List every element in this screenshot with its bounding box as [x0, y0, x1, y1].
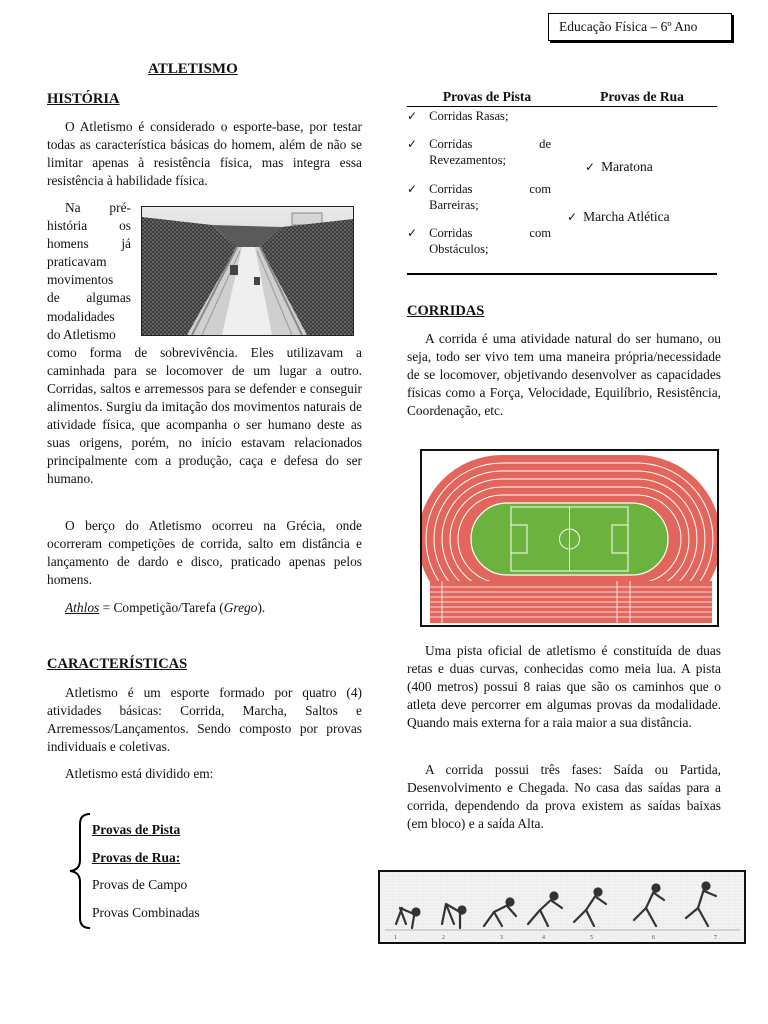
sprint-number: 1	[394, 935, 397, 941]
check-icon: ✓	[567, 210, 578, 224]
division-item: Provas de Rua:	[92, 849, 181, 865]
pista-item: ✓ Corridas com Barreiras;	[407, 182, 559, 226]
wrap-line: Na pré-	[65, 200, 131, 215]
curly-brace-icon	[64, 812, 94, 930]
corridas-paragraph-1: A corrida é uma atividade natural do ser humano, ou seja, todo ser vivo tem uma maneira própria/necessidade de se locomover, objetivando desenvolver as capacidades físicas como a Força, Velocidade, Equilíbrio, Resistência, Coordenação, etc.	[407, 331, 721, 418]
wrap-line: homens já	[47, 236, 131, 252]
stadium-photo	[141, 206, 354, 336]
athlos-language: Grego	[223, 600, 258, 615]
historia-heading-text: HISTÓRIA	[47, 91, 120, 107]
col-header-rua: Provas de Rua	[600, 89, 684, 104]
sprint-number: 2	[442, 935, 445, 941]
rua-list	[559, 107, 717, 270]
wrap-line: do Atletismo	[47, 326, 116, 342]
historia-wrap-lines	[47, 199, 131, 344]
rua-item: ✓ Marcha Atlética	[567, 209, 670, 224]
provas-table-header	[407, 87, 717, 107]
divisions-list	[92, 816, 200, 926]
provas-table	[407, 87, 717, 270]
wrap-line: de algumas	[47, 290, 131, 306]
wrap-line: praticavam	[47, 254, 107, 270]
wrap-line: história os	[47, 218, 131, 234]
check-icon: ✓	[407, 137, 418, 151]
historia-paragraph-2: como forma de sobrevivência. Eles utilizavam a caminhada para se locomover de um lugar a outro. Corridas, saltos e arremessos para se defender e conseguir alimentos. Surgiu da imitação dos movimentos naturais de atividade física, que acompanha o ser humano deste as suas origens, porém, no início estavam relacionados principalmente com a produção, caça e defesa do ser humano.	[47, 345, 362, 486]
table-bottom-rule	[407, 273, 717, 275]
caracteristicas-paragraph-2: Atletismo está dividido em:	[65, 766, 214, 781]
division-item: Provas Combinadas	[92, 904, 200, 920]
historia-heading	[47, 91, 120, 108]
corridas-paragraph-3: A corrida possui três fases: Saída ou Partida, Desenvolvimento e Chegada. No casa das saídas para a corrida, dependendo da prova existem as saídas baixas (em bloco) e a saída Alta.	[407, 762, 721, 831]
pista-item: ✓ Corridas de Revezamentos;	[407, 137, 559, 182]
sprint-start-sequence-image	[378, 870, 746, 944]
provas-table-body	[407, 107, 717, 270]
historia-paragraph-1: O Atletismo é considerado o esporte-base, por testar todas as característica básicas do homem, além de não se limitar apenas à resistência física, mas integra essa resistência à habilidade física.	[47, 119, 362, 188]
historia-paragraph-3: O berço do Atletismo ocorreu na Grécia, onde ocorreram competições de corrida, salto em distância e lançamento de dardo e disco, praticado apenas pelos homens.	[47, 518, 362, 587]
sprint-sequence-illustration	[380, 872, 744, 942]
pista-list	[407, 107, 559, 270]
sprint-number: 4	[542, 935, 545, 941]
wrap-line: movimentos	[47, 272, 114, 288]
corridas-paragraph-2: Uma pista oficial de atletismo é constituída de duas retas e duas curvas, conhecidas como meia lua. A pista (400 metros) possui 8 raias que são os caminhos que o atleta deve percorrer em algumas provas da modalidade. Quando mais externa for a raia maior a sua distância.	[407, 643, 721, 730]
caracteristicas-paragraph-1: Atletismo é um esporte formado por quatro (4) atividades básicas: Corrida, Marcha, Saltos e Arremessos/Lançamentos. Sendo composto por provas individuais e coletivas.	[47, 685, 362, 754]
track-image	[420, 449, 719, 627]
col-header-pista: Provas de Pista	[442, 89, 532, 104]
athlos-meaning: = Competição/Tarefa (	[99, 600, 224, 615]
sprint-number: 7	[714, 935, 717, 941]
stadium-photo-illustration	[142, 207, 353, 335]
sprint-number: 5	[590, 935, 593, 941]
athlos-definition	[65, 599, 365, 617]
sprint-number: 6	[652, 935, 655, 941]
check-icon: ✓	[407, 182, 418, 196]
rua-item: ✓ Maratona	[585, 159, 653, 174]
check-icon: ✓	[407, 109, 418, 123]
main-title-text: ATLETISMO	[148, 61, 238, 77]
athlos-end: ).	[257, 600, 266, 615]
division-item: Provas de Campo	[92, 877, 188, 892]
pista-item: ✓ Corridas Rasas;	[407, 107, 559, 137]
caracteristicas-heading-text: CARACTERÍSTICAS	[47, 656, 188, 672]
header-grade-box	[548, 13, 732, 41]
corridas-heading-text: CORRIDAS	[407, 303, 485, 319]
corridas-heading	[407, 303, 484, 320]
track-illustration	[422, 451, 717, 625]
sprint-number: 3	[500, 935, 503, 941]
caracteristicas-heading	[47, 656, 187, 673]
division-item: Provas de Pista	[92, 822, 181, 837]
wrap-line: modalidades	[47, 308, 115, 324]
header-grade-label: Educação Física – 6º Ano	[559, 19, 698, 34]
main-title	[148, 61, 238, 78]
athlos-word: Athlos	[65, 600, 100, 615]
pista-item: ✓ Corridas com Obstáculos;	[407, 226, 559, 270]
check-icon: ✓	[585, 160, 596, 174]
check-icon: ✓	[407, 226, 418, 240]
